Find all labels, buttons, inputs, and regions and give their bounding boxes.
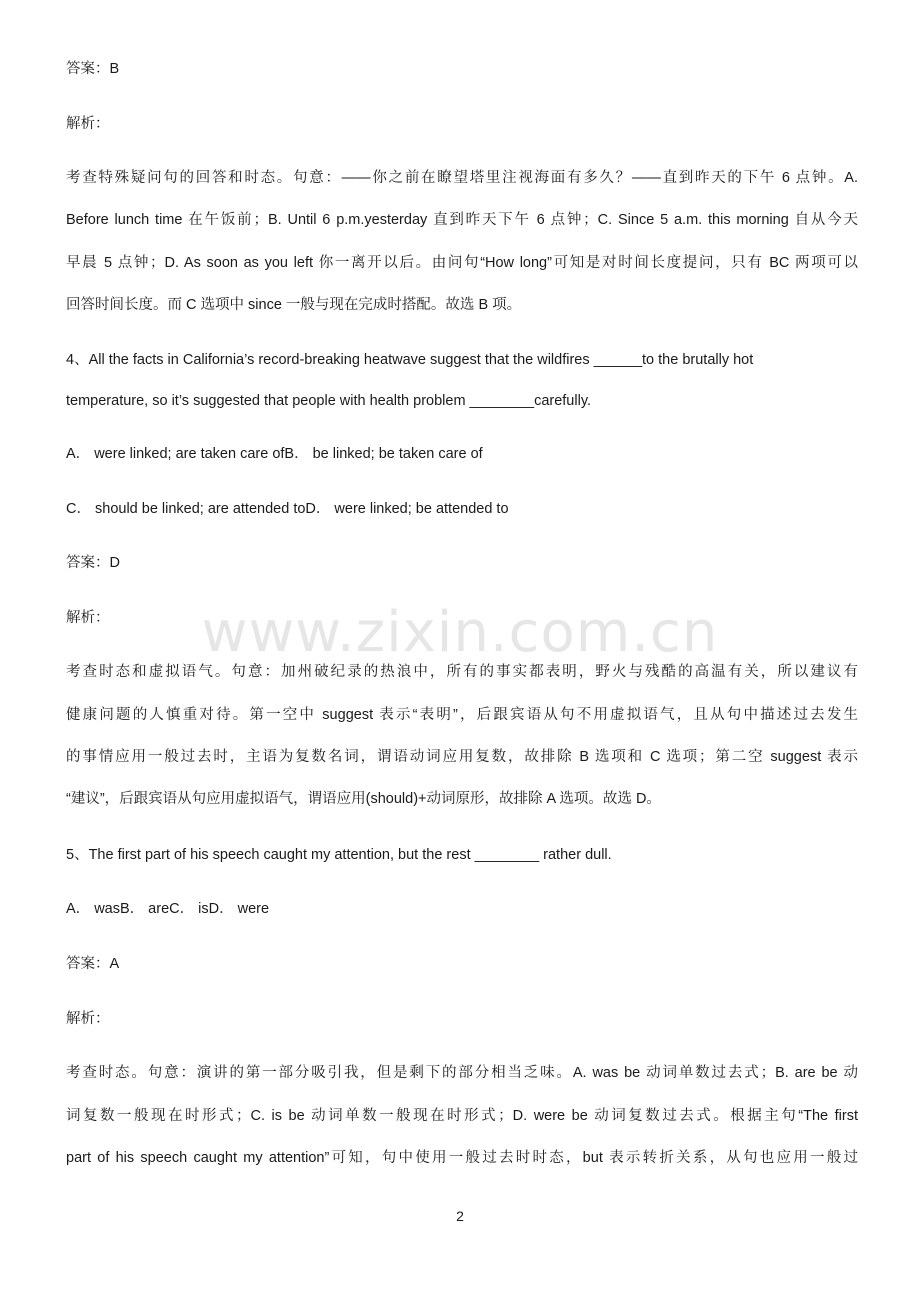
watermark: www.zixin.com.cn xyxy=(201,600,719,665)
paragraph-line: “建议”，后跟宾语从句应用虚拟语气，谓语应用(should)+动词原形，故排除 A 选项。故选 D。 xyxy=(66,791,661,807)
answer-label: 答案：B xyxy=(66,61,120,77)
paragraph-line: Before lunch time 在午饭前；B. Until 6 p.m.yesterday 直到昨天下午 6 点钟；C. Since 5 a.m. this morning 自从今天 xyxy=(66,212,858,228)
paragraph-line: 考查时态。句意：演讲的第一部分吸引我，但是剩下的部分相当乏味。A. was be 动词单数过去式；B. are be 动 xyxy=(66,1065,858,1081)
paragraph-line: 考查时态和虚拟语气。句意：加州破纪录的热浪中，所有的事实都表明，野火与残酷的高温有关，所以建议有 xyxy=(66,664,858,680)
analysis-label: 解析： xyxy=(66,116,110,132)
question-text: 4、All the facts in California’s record-breaking heatwave suggest that the wildfires ______to the brutally hot xyxy=(66,352,754,368)
option-line: A． were linked; are taken care ofB． be linked; be taken care of xyxy=(66,446,483,462)
paragraph-line: 回答时间长度。而 C 选项中 since 一般与现在完成时搭配。故选 B 项。 xyxy=(66,297,522,313)
option-line: A． wasB． areC． isD． were xyxy=(66,901,270,917)
analysis-label: 解析： xyxy=(66,1011,110,1027)
question-text: 5、The first part of his speech caught my attention, but the rest ________ rather dull. xyxy=(66,847,612,863)
paragraph-line: 早晨 5 点钟；D. As soon as you left 你一离开以后。由问句“How long”可知是对时间长度提问，只有 BC 两项可以 xyxy=(66,255,858,271)
paragraph-line: part of his speech caught my attention”可知，句中使用一般过去时时态，but 表示转折关系，从句也应用一般过 xyxy=(66,1150,858,1166)
answer-label: 答案：A xyxy=(66,956,120,972)
paragraph-line: 词复数一般现在时形式；C. is be 动词单数一般现在时形式；D. were be 动词复数过去式。根据主句“The first xyxy=(66,1108,858,1124)
question-text: temperature, so it’s suggested that people with health problem ________carefully. xyxy=(66,393,592,409)
option-line: C． should be linked; are attended toD． were linked; be attended to xyxy=(66,501,509,517)
page-number: 2 xyxy=(456,1208,464,1224)
answer-label: 答案：D xyxy=(66,555,120,571)
paragraph-line: 考查特殊疑问句的回答和时态。句意：——你之前在瞭望塔里注视海面有多久？——直到昨天的下午 6 点钟。A. xyxy=(66,170,858,186)
paragraph-line: 的事情应用一般过去时，主语为复数名词，谓语动词应用复数，故排除 B 选项和 C 选项；第二空 suggest 表示 xyxy=(66,749,858,765)
paragraph-line: 健康问题的人慎重对待。第一空中 suggest 表示“表明”，后跟宾语从句不用虚拟语气，且从句中描述过去发生 xyxy=(66,707,858,723)
analysis-label: 解析： xyxy=(66,610,110,626)
